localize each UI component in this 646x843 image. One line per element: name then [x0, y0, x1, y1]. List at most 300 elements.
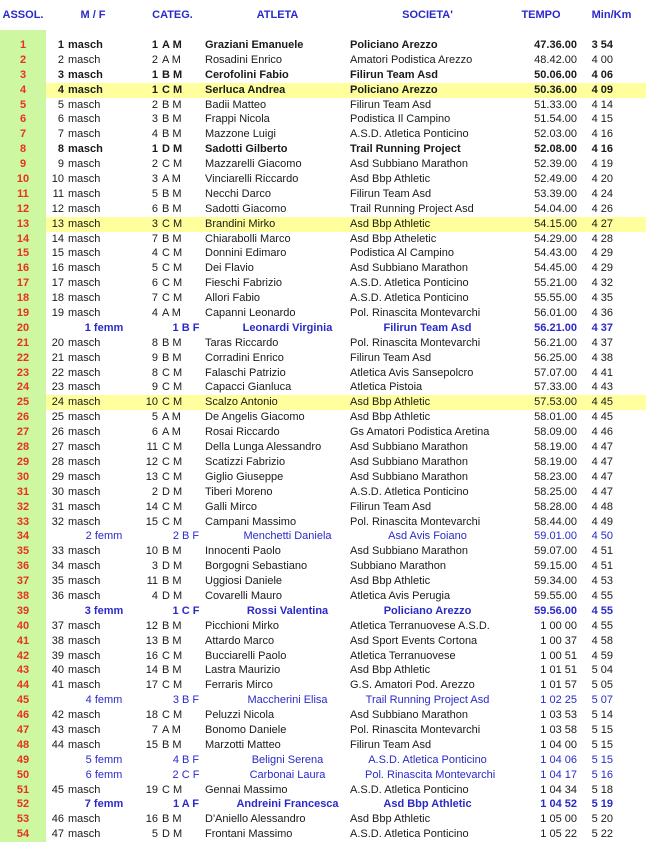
cell-time: 58.19.00: [534, 455, 577, 468]
cell-time: 59.07.00: [534, 545, 577, 558]
cell-category-rank-label: B M: [162, 664, 182, 677]
cell-overall-position: 14: [0, 232, 46, 247]
cell-gender-rank-label: masch: [68, 202, 101, 215]
cell-gender-rank-label: masch: [68, 292, 101, 305]
table-row: [0, 291, 646, 306]
cell-athlete-name: Rossi Valentina: [246, 604, 329, 617]
cell-athlete-name: Gennai Massimo: [205, 783, 288, 796]
cell-athlete-name: Scalzo Antonio: [205, 396, 278, 409]
cell-pace: 4 35: [591, 292, 613, 305]
cell-time: 56.01.00: [534, 307, 577, 320]
cell-category-rank-label: A M: [162, 411, 181, 424]
cell-overall-position: 6: [0, 112, 46, 127]
cell-gender-rank-label: masch: [68, 560, 101, 573]
table-row: [0, 485, 646, 500]
cell-category-rank-label: B M: [162, 232, 182, 245]
cell-overall-position: 17: [0, 276, 46, 291]
cell-category-rank-number: 3: [151, 217, 158, 230]
cell-gender-rank-number: 27: [51, 441, 64, 454]
cell-gender-rank-label: masch: [68, 366, 101, 379]
cell-time: 1 01 51: [540, 664, 577, 677]
cell-team: Asd Bbp Athletic: [350, 217, 431, 230]
table-row: [0, 157, 646, 172]
table-row: [0, 351, 646, 366]
cell-pace: 4 14: [591, 98, 613, 111]
cell-category-rank: [140, 112, 205, 127]
cell-category-rank: 4 B F: [172, 753, 200, 766]
cell-overall-position: 21: [0, 336, 46, 351]
cell-category-rank-number: 3: [151, 560, 158, 573]
cell-athlete-name: Capanni Leonardo: [205, 307, 296, 320]
cell-team: Asd Bbp Athletic: [350, 411, 431, 424]
cell-gender-rank-label: masch: [68, 679, 101, 692]
cell-gender-rank-number: 30: [51, 485, 64, 498]
cell-category-rank: [140, 276, 205, 291]
cell-category-rank-label: C M: [162, 470, 183, 483]
cell-category-rank-label: A M: [162, 53, 181, 66]
cell-overall-position: 4: [0, 83, 46, 98]
cell-team: Pol. Rinascita Montevarchi: [365, 768, 496, 781]
cell-category-rank-label: B M: [162, 575, 182, 588]
cell-gender-rank-label: masch: [68, 247, 101, 260]
cell-pace: 5 20: [591, 813, 613, 826]
cell-overall-position: 35: [0, 544, 46, 559]
cell-time: 1 02 25: [540, 694, 577, 707]
cell-gender-rank: [46, 142, 140, 157]
cell-gender-rank-label: masch: [68, 515, 101, 528]
cell-athlete-name: Graziani Emanuele: [205, 39, 304, 51]
cell-time: 1 00 00: [540, 619, 577, 632]
cell-pace: 4 29: [591, 247, 613, 260]
cell-gender-rank: [46, 515, 140, 530]
cell-gender-rank: [46, 559, 140, 574]
cell-category-rank-label: C M: [162, 381, 183, 394]
cell-category-rank-number: 7: [151, 292, 158, 305]
cell-gender-rank-number: 4: [57, 83, 64, 96]
cell-gender-rank: [46, 187, 140, 202]
cell-category-rank-label: A M: [162, 39, 182, 51]
cell-time: 58.09.00: [534, 426, 577, 439]
cell-category-rank: [140, 336, 205, 351]
cell-gender-rank-number: 25: [51, 411, 64, 424]
cell-overall-position: 31: [0, 485, 46, 500]
cell-team: Asd Bbp Athletic: [350, 664, 431, 677]
cell-pace: 4 59: [591, 649, 613, 662]
cell-gender-rank-number: 41: [51, 679, 64, 692]
cell-gender-rank: 5 femm: [85, 753, 123, 766]
cell-time: 54.29.00: [534, 232, 577, 245]
cell-gender-rank-label: masch: [68, 441, 101, 454]
cell-time: 1 01 57: [540, 679, 577, 692]
cell-category-rank: [140, 440, 205, 455]
cell-athlete-name: Mazzone Luigi: [205, 128, 276, 141]
cell-pace: 4 47: [591, 485, 613, 498]
cell-category-rank-number: 7: [151, 723, 158, 736]
cell-category-rank-number: 1: [151, 143, 158, 156]
cell-category-rank: 3 B F: [172, 694, 200, 707]
cell-athlete-name: Peluzzi Nicola: [205, 709, 275, 722]
cell-pace: 4 46: [591, 426, 613, 439]
cell-gender-rank-number: 45: [51, 783, 64, 796]
cell-category-rank: [140, 574, 205, 589]
cell-gender-rank: [46, 202, 140, 217]
cell-pace: 5 07: [591, 694, 613, 707]
cell-gender-rank-number: 43: [51, 723, 64, 736]
cell-overall-position: 47: [0, 723, 46, 738]
cell-overall-position: 30: [0, 470, 46, 485]
table-row: [0, 187, 646, 202]
cell-overall-position: 8: [0, 142, 46, 157]
cell-gender-rank: [46, 366, 140, 381]
table-row: [0, 321, 646, 336]
table-row: [0, 544, 646, 559]
cell-team: Atletica Terranuovese: [350, 649, 456, 662]
cell-category-rank: 2 C F: [172, 768, 200, 781]
cell-category-rank-number: 4: [151, 128, 158, 141]
cell-gender-rank: [46, 783, 140, 798]
table-row: [0, 663, 646, 678]
cell-category-rank-label: B M: [162, 187, 182, 200]
cell-gender-rank-number: 28: [51, 455, 64, 468]
cell-gender-rank-label: masch: [68, 575, 101, 588]
cell-pace: 4 58: [591, 634, 613, 647]
cell-gender-rank-label: masch: [68, 411, 101, 424]
cell-pace: 4 41: [591, 366, 613, 379]
cell-team: Atletica Pistoia: [350, 381, 423, 394]
cell-pace: 5 15: [591, 753, 613, 766]
table-row: [0, 783, 646, 798]
cell-athlete-name: Carbonai Laura: [249, 768, 326, 781]
cell-category-rank-number: 18: [145, 709, 158, 722]
cell-time: 59.56.00: [534, 604, 577, 617]
table-header: [0, 0, 646, 30]
cell-team: A.S.D. Atletica Ponticino: [350, 292, 469, 305]
cell-pace: 4 32: [591, 277, 613, 290]
cell-gender-rank: 1 femm: [84, 321, 124, 334]
cell-gender-rank-label: masch: [68, 709, 101, 722]
cell-gender-rank-number: 32: [51, 515, 64, 528]
table-body: [0, 38, 646, 842]
cell-category-rank-label: B M: [162, 738, 182, 751]
cell-category-rank-label: D M: [162, 485, 183, 498]
cell-category-rank: [140, 366, 205, 381]
header-athlete: ATLETA: [256, 9, 299, 21]
table-row: [0, 470, 646, 485]
cell-gender-rank-label: masch: [68, 53, 101, 66]
cell-team: Filirun Team Asd: [350, 351, 432, 364]
cell-gender-rank: [46, 157, 140, 172]
cell-gender-rank: [46, 306, 140, 321]
cell-gender-rank: [46, 291, 140, 306]
cell-category-rank-number: 11: [146, 575, 158, 588]
cell-athlete-name: Marzotti Matteo: [205, 738, 281, 751]
cell-time: 56.25.00: [534, 351, 577, 364]
cell-gender-rank-label: masch: [68, 470, 101, 483]
cell-category-rank-label: C M: [162, 247, 183, 260]
cell-gender-rank: [46, 574, 140, 589]
cell-category-rank-number: 5: [151, 187, 158, 200]
cell-athlete-name: Corradini Enrico: [205, 351, 284, 364]
cell-pace: 4 16: [591, 128, 613, 141]
cell-time: 53.39.00: [534, 187, 577, 200]
cell-category-rank-label: C M: [162, 515, 183, 528]
cell-category-rank-label: C M: [162, 83, 183, 96]
cell-gender-rank-label: masch: [68, 262, 101, 275]
cell-athlete-name: Galli Mirco: [205, 500, 257, 513]
table-row: [0, 425, 646, 440]
cell-gender-rank-label: masch: [68, 39, 103, 51]
cell-category-rank: [140, 306, 205, 321]
cell-category-rank-number: 16: [145, 813, 158, 826]
cell-overall-position: 37: [0, 574, 46, 589]
cell-athlete-name: Donnini Edimaro: [205, 247, 287, 260]
table-row: [0, 797, 646, 812]
cell-team: Asd Subbiano Marathon: [350, 709, 469, 722]
cell-gender-rank-label: masch: [68, 307, 101, 320]
header-spacer: [0, 30, 646, 38]
cell-time: 52.03.00: [534, 128, 577, 141]
table-row: [0, 619, 646, 634]
cell-gender-rank: [46, 634, 140, 649]
cell-time: 1 04 00: [540, 738, 577, 751]
cell-team: Asd Subbiano Marathon: [350, 545, 469, 558]
cell-gender-rank-number: 40: [51, 664, 64, 677]
cell-time: 52.39.00: [534, 158, 577, 171]
cell-gender-rank-label: masch: [68, 68, 103, 81]
cell-athlete-name: Giglio Giuseppe: [205, 470, 284, 483]
cell-overall-position: 22: [0, 351, 46, 366]
cell-gender-rank-number: 18: [51, 292, 64, 305]
cell-category-rank: 2 B F: [172, 530, 200, 543]
cell-category-rank-label: C M: [162, 277, 183, 290]
cell-category-rank: [140, 455, 205, 470]
cell-athlete-name: Rosadini Enrico: [205, 53, 283, 66]
cell-gender-rank: [46, 708, 140, 723]
cell-category-rank-number: 3: [151, 113, 158, 126]
header-category: CATEG.: [152, 9, 193, 21]
cell-gender-rank-label: masch: [68, 187, 101, 200]
cell-gender-rank-label: masch: [68, 545, 101, 558]
cell-team: Filirun Team Asd: [350, 738, 432, 751]
cell-category-rank-label: B M: [162, 113, 182, 126]
table-row: [0, 812, 646, 827]
cell-category-rank: [140, 217, 205, 232]
cell-category-rank: [140, 127, 205, 142]
cell-pace: 4 55: [591, 589, 613, 602]
cell-category-rank-label: B M: [162, 545, 182, 558]
cell-gender-rank-label: masch: [68, 128, 101, 141]
cell-overall-position: 52: [0, 797, 46, 812]
cell-team: Filirun Team Asd: [350, 68, 439, 81]
cell-category-rank-number: 2: [151, 98, 158, 111]
cell-pace: 4 24: [591, 187, 613, 200]
table-row: [0, 529, 646, 544]
cell-overall-position: 20: [0, 321, 46, 336]
cell-category-rank-label: A M: [162, 723, 181, 736]
cell-team: Pol. Rinascita Montevarchi: [350, 307, 481, 320]
cell-time: 59.55.00: [534, 589, 577, 602]
table-row: [0, 410, 646, 425]
cell-pace: 5 15: [591, 723, 613, 736]
cell-team: Gs Amatori Podistica Aretina: [350, 426, 490, 439]
cell-time: 59.34.00: [534, 575, 577, 588]
cell-gender-rank-label: masch: [68, 649, 101, 662]
cell-overall-position: 45: [0, 693, 46, 708]
table-row: [0, 455, 646, 470]
cell-gender-rank: [46, 663, 140, 678]
cell-gender-rank-number: 3: [57, 68, 64, 81]
cell-category-rank-label: C M: [162, 262, 183, 275]
cell-time: 54.45.00: [534, 262, 577, 275]
cell-category-rank: [140, 738, 205, 753]
cell-gender-rank: [46, 410, 140, 425]
cell-overall-position: 12: [0, 202, 46, 217]
cell-gender-rank-number: 39: [51, 649, 64, 662]
cell-category-rank-label: B M: [162, 813, 182, 826]
cell-gender-rank-number: 24: [51, 396, 64, 409]
cell-gender-rank: 2 femm: [85, 530, 123, 543]
cell-time: 1 04 52: [540, 798, 577, 811]
cell-overall-position: 29: [0, 455, 46, 470]
cell-pace: 5 18: [591, 783, 613, 796]
cell-category-rank-label: B M: [162, 619, 182, 632]
table-row: [0, 306, 646, 321]
cell-gender-rank-label: masch: [68, 158, 101, 171]
cell-overall-position: 50: [0, 768, 46, 783]
cell-team: A.S.D. Atletica Ponticino: [350, 828, 469, 841]
cell-athlete-name: Uggiosi Daniele: [205, 575, 283, 588]
cell-gender-rank: 3 femm: [84, 604, 124, 617]
cell-category-rank-label: B M: [162, 634, 182, 647]
cell-category-rank: [140, 515, 205, 530]
cell-time: 59.15.00: [534, 560, 577, 573]
cell-athlete-name: Brandini Mirko: [205, 217, 276, 230]
cell-pace: 4 51: [591, 545, 613, 558]
cell-category-rank: [140, 649, 205, 664]
cell-category-rank: [140, 485, 205, 500]
cell-category-rank-label: B M: [162, 351, 182, 364]
cell-athlete-name: Covarelli Mauro: [205, 589, 283, 602]
cell-gender-rank-number: 21: [51, 351, 64, 364]
cell-pace: 4 37: [591, 321, 613, 334]
cell-gender-rank: [46, 738, 140, 753]
cell-overall-position: 28: [0, 440, 46, 455]
cell-team: Asd Bbp Athletic: [350, 575, 431, 588]
cell-time: 56.21.00: [534, 321, 577, 334]
cell-category-rank: [140, 634, 205, 649]
cell-overall-position: 54: [0, 827, 46, 842]
cell-time: 1 00 37: [540, 634, 577, 647]
cell-athlete-name: Rosai Riccardo: [205, 426, 280, 439]
cell-category-rank: [140, 678, 205, 693]
cell-gender-rank-label: masch: [68, 396, 101, 409]
cell-athlete-name: Attardo Marco: [205, 634, 275, 647]
cell-overall-position: 49: [0, 753, 46, 768]
table-row: [0, 366, 646, 381]
cell-team: Asd Subbiano Marathon: [350, 441, 469, 454]
cell-category-rank: [140, 142, 205, 157]
cell-athlete-name: Campani Massimo: [205, 515, 297, 528]
table-row: [0, 53, 646, 68]
cell-team: Asd Subbiano Marathon: [350, 455, 469, 468]
cell-gender-rank-number: 16: [51, 262, 64, 275]
cell-overall-position: 7: [0, 127, 46, 142]
cell-team: A.S.D. Atletica Ponticino: [350, 277, 469, 290]
cell-pace: 5 22: [591, 828, 613, 841]
cell-gender-rank-label: masch: [68, 217, 101, 230]
cell-gender-rank-label: masch: [68, 173, 101, 186]
cell-gender-rank: [46, 723, 140, 738]
cell-time: 48.42.00: [534, 53, 577, 66]
cell-category-rank-number: 17: [145, 679, 158, 692]
cell-gender-rank-number: 22: [51, 366, 64, 379]
table-row: [0, 678, 646, 693]
table-row: [0, 634, 646, 649]
cell-gender-rank: [46, 232, 140, 247]
cell-gender-rank-label: masch: [68, 500, 101, 513]
cell-category-rank-label: D M: [162, 589, 183, 602]
table-row: [0, 500, 646, 515]
cell-team: Subbiano Marathon: [350, 560, 447, 573]
cell-category-rank-number: 10: [145, 545, 158, 558]
cell-pace: 4 50: [591, 530, 613, 543]
cell-category-rank-number: 5: [151, 262, 158, 275]
table-row: [0, 753, 646, 768]
cell-gender-rank-label: masch: [68, 589, 101, 602]
cell-pace: 4 43: [591, 381, 613, 394]
cell-pace: 4 29: [591, 262, 613, 275]
cell-team: Filirun Team Asd: [383, 321, 472, 334]
table-row: [0, 246, 646, 261]
cell-category-rank: [140, 291, 205, 306]
cell-time: 58.28.00: [534, 500, 577, 513]
cell-pace: 4 55: [591, 604, 613, 617]
cell-category-rank-label: B M: [162, 128, 182, 141]
cell-pace: 5 16: [591, 768, 613, 781]
cell-gender-rank-number: 31: [51, 500, 64, 513]
cell-gender-rank-number: 12: [51, 202, 64, 215]
cell-category-rank-label: C M: [162, 649, 183, 662]
cell-gender-rank-number: 26: [51, 426, 64, 439]
cell-athlete-name: Tiberi Moreno: [205, 485, 273, 498]
cell-time: 1 03 58: [540, 723, 577, 736]
cell-time: 1 05 22: [540, 828, 577, 841]
cell-gender-rank-label: masch: [68, 723, 101, 736]
cell-overall-position: 51: [0, 783, 46, 798]
cell-team: Amatori Podistica Arezzo: [350, 53, 473, 66]
cell-time: 57.33.00: [534, 381, 577, 394]
cell-gender-rank-label: masch: [68, 813, 101, 826]
cell-category-rank: [140, 202, 205, 217]
table-row: [0, 127, 646, 142]
cell-pace: 3 54: [591, 39, 613, 51]
cell-pace: 4 19: [591, 158, 613, 171]
cell-gender-rank-number: 7: [57, 128, 64, 141]
header-overall-position: ASSOL.: [2, 9, 44, 21]
header-gender-rank: M / F: [80, 9, 106, 21]
cell-category-rank: [140, 246, 205, 261]
cell-time: 58.19.00: [534, 441, 577, 454]
cell-gender-rank: [46, 827, 140, 842]
cell-overall-position: 18: [0, 291, 46, 306]
cell-category-rank-number: 2: [151, 485, 158, 498]
cell-pace: 4 26: [591, 202, 613, 215]
cell-team: Asd Avis Foiano: [388, 530, 467, 543]
table-row: [0, 574, 646, 589]
cell-team: Policiano Arezzo: [350, 83, 438, 96]
cell-category-rank: [140, 589, 205, 604]
cell-overall-position: 53: [0, 812, 46, 827]
